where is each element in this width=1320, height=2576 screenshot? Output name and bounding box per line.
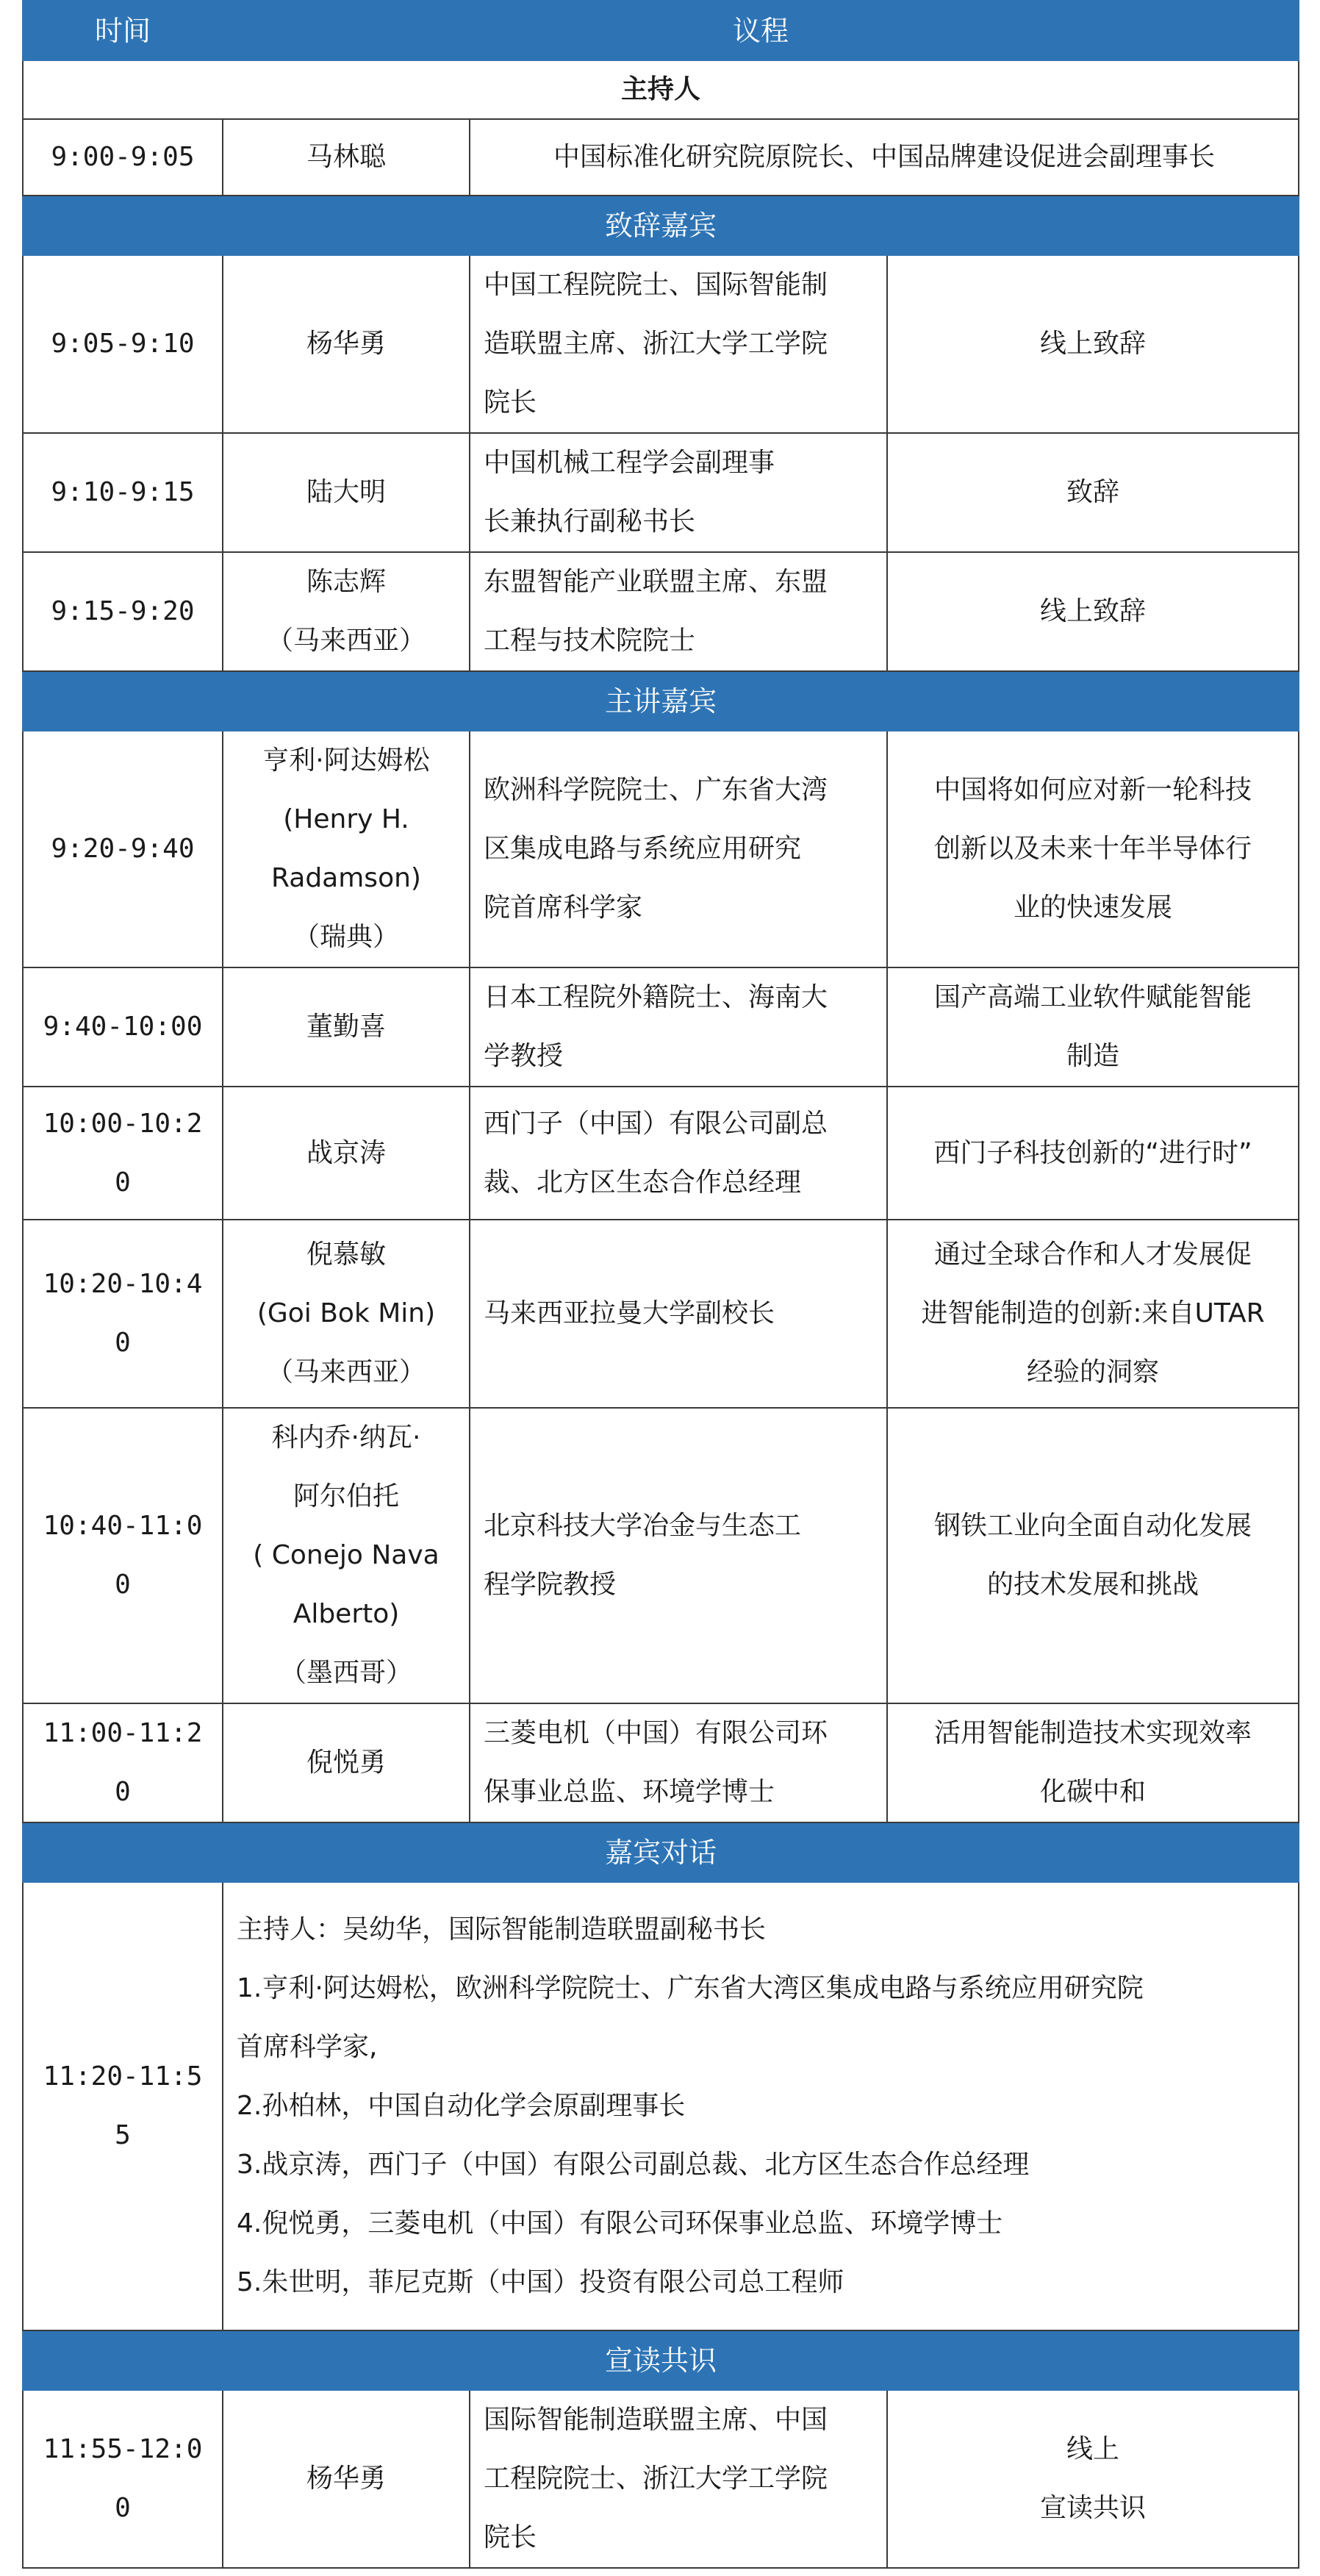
topic-line: 国产高端工业软件赋能智能 — [934, 982, 1252, 1012]
host-title-row — [23, 60, 1299, 119]
name-cell — [223, 1220, 470, 1408]
affiliation-line: 裁、北方区生态合作总经理 — [484, 1167, 802, 1198]
topic-line: 线上致辞 — [1040, 596, 1147, 626]
topic-line: 的技术发展和挑战 — [987, 1570, 1199, 1600]
name-line: 陆大明 — [306, 477, 386, 507]
topic-cell — [887, 1408, 1299, 1703]
table-header-row — [23, 1, 1299, 60]
name-line: 亨利·阿达姆松 — [262, 745, 430, 776]
name-cell — [223, 552, 470, 671]
dialogue-guest-line: 2.孙柏林，中国自动化学会原副理事长 — [237, 2091, 686, 2121]
affiliation-line: 院长 — [484, 2522, 537, 2552]
name-cell — [223, 731, 470, 967]
affiliation-cell — [470, 1220, 887, 1408]
name-line: 倪慕敏 — [306, 1239, 386, 1270]
time-cell: 9:20-9:40 — [23, 731, 223, 967]
topic-line: 西门子科技创新的“进行时” — [933, 1137, 1252, 1168]
name-line: 杨华勇 — [306, 2464, 386, 2494]
dialogue-cell — [223, 1882, 1299, 2330]
table-row — [23, 2390, 1299, 2568]
table-row — [23, 255, 1299, 433]
affiliation-line: 保事业总监、环境学博士 — [484, 1777, 775, 1807]
topic-cell — [887, 1087, 1299, 1220]
affiliation-cell — [470, 2390, 887, 2568]
affiliation-line: 三菱电机（中国）有限公司环 — [484, 1718, 828, 1748]
name-cell — [223, 433, 470, 552]
name-cell — [223, 967, 470, 1087]
table-row — [23, 1220, 1299, 1408]
time-cell: 10:20-10:40 — [23, 1220, 223, 1408]
table-row — [23, 119, 1299, 196]
time-cell: 9:15-9:20 — [23, 552, 223, 671]
table-row — [23, 1408, 1299, 1703]
table-row — [23, 731, 1299, 967]
affiliation-line: 学教授 — [484, 1041, 564, 1071]
affiliation-line: 程学院教授 — [484, 1570, 617, 1600]
name-line: （马来西亚） — [266, 1357, 426, 1387]
name-line: Alberto) — [293, 1599, 400, 1629]
table-row — [23, 1087, 1299, 1220]
topic-line: 创新以及未来十年半导体行 — [934, 834, 1252, 864]
topic-line: 业的快速发展 — [1014, 892, 1173, 923]
section-header-opening — [23, 196, 1299, 255]
affiliation-line: 中国工程院院士、国际智能制 — [484, 270, 828, 300]
affiliation-line: 东盟智能产业联盟主席、东盟 — [484, 567, 828, 597]
topic-line: 线上 — [1066, 2434, 1120, 2464]
time-cell: 9:05-9:10 — [23, 255, 223, 433]
dialogue-guest-line: 4.倪悦勇，三菱电机（中国）有限公司环保事业总监、环境学博士 — [237, 2208, 1003, 2239]
affiliation-cell — [470, 967, 887, 1087]
affiliation-line: 院长 — [484, 387, 537, 418]
affiliation-cell — [470, 1408, 887, 1703]
table-row — [23, 1882, 1299, 2330]
affiliation-cell — [470, 552, 887, 671]
topic-cell — [887, 967, 1299, 1087]
header-agenda: 议程 — [223, 1, 1299, 60]
section-header-keynote — [23, 671, 1299, 731]
section-title: 主讲嘉宾 — [23, 671, 1299, 731]
topic-line: 通过全球合作和人才发展促 — [934, 1239, 1252, 1270]
name-line: 陈志辉 — [306, 567, 386, 597]
name-line: （马来西亚） — [266, 626, 426, 656]
name-cell — [223, 1408, 470, 1703]
name-line: （墨西哥） — [279, 1658, 412, 1688]
time-cell: 9:40-10:00 — [23, 967, 223, 1087]
affiliation-cell — [470, 731, 887, 967]
description-cell: 中国标准化研究院原院长、中国品牌建设促进会副理事长 — [470, 119, 1299, 196]
section-header-consensus — [23, 2330, 1299, 2390]
time-cell: 11:20-11:55 — [23, 1882, 223, 2330]
name-cell — [223, 255, 470, 433]
time-cell: 9:10-9:15 — [23, 433, 223, 552]
name-line: 董勤喜 — [306, 1012, 386, 1042]
affiliation-line: 区集成电路与系统应用研究 — [484, 834, 802, 864]
topic-cell — [887, 552, 1299, 671]
topic-line: 进智能制造的创新:来自UTAR — [921, 1298, 1265, 1328]
affiliation-line: 中国机械工程学会副理事 — [484, 448, 775, 478]
affiliation-line: 工程院院士、浙江大学工学院 — [484, 2464, 828, 2494]
header-time: 时间 — [23, 1, 223, 60]
name-line: 战京涛 — [306, 1137, 386, 1168]
time-cell: 11:00-11:20 — [23, 1703, 223, 1822]
name-cell — [223, 2390, 470, 2568]
affiliation-cell — [470, 1703, 887, 1822]
section-title: 致辞嘉宾 — [23, 196, 1299, 255]
dialogue-guest-line: 5.朱世明，菲尼克斯（中国）投资有限公司总工程师 — [237, 2267, 844, 2297]
name-line: (Henry H. — [283, 804, 409, 834]
time-cell: 11:55-12:00 — [23, 2390, 223, 2568]
section-header-dialogue — [23, 1822, 1299, 1882]
topic-cell — [887, 731, 1299, 967]
section-title: 嘉宾对话 — [23, 1822, 1299, 1882]
topic-cell — [887, 1220, 1299, 1408]
time-cell: 10:40-11:00 — [23, 1408, 223, 1703]
host-title: 主持人 — [23, 60, 1299, 119]
table-row — [23, 552, 1299, 671]
topic-cell — [887, 433, 1299, 552]
section-title: 宣读共识 — [23, 2330, 1299, 2390]
table-row — [23, 433, 1299, 552]
table-row — [23, 1703, 1299, 1822]
affiliation-line: 长兼执行副秘书长 — [484, 507, 696, 537]
name-cell — [223, 1703, 470, 1822]
name-cell — [223, 1087, 470, 1220]
name-line: Radamson) — [271, 863, 421, 893]
affiliation-line: 马来西亚拉曼大学副校长 — [484, 1298, 775, 1328]
topic-line: 中国将如何应对新一轮科技 — [934, 775, 1252, 805]
affiliation-line: 院首席科学家 — [484, 892, 643, 923]
time-cell: 9:00-9:05 — [23, 119, 223, 196]
name-line: 倪悦勇 — [306, 1747, 386, 1778]
topic-line: 活用智能制造技术实现效率 — [934, 1718, 1252, 1748]
topic-line: 制造 — [1066, 1041, 1120, 1071]
affiliation-line: 欧洲科学院院士、广东省大湾 — [484, 775, 828, 805]
name-line: （瑞典） — [293, 922, 399, 952]
affiliation-line: 西门子（中国）有限公司副总 — [484, 1108, 828, 1139]
dialogue-guest-line: 1.亨利·阿达姆松，欧洲科学院院士、广东省大湾区集成电路与系统应用研究院 — [237, 1973, 1144, 2003]
dialogue-guest-line: 3.战京涛，西门子（中国）有限公司副总裁、北方区生态合作总经理 — [237, 2150, 1030, 2180]
time-cell: 10:00-10:20 — [23, 1087, 223, 1220]
name-line: 杨华勇 — [306, 329, 386, 359]
dialogue-host-line: 主持人：吴幼华，国际智能制造联盟副秘书长 — [237, 1914, 767, 1944]
affiliation-line: 造联盟主席、浙江大学工学院 — [484, 329, 828, 359]
affiliation-line: 国际智能制造联盟主席、中国 — [484, 2405, 828, 2435]
affiliation-cell — [470, 1087, 887, 1220]
name-line: ( Conejo Nava — [253, 1540, 440, 1570]
agenda-table — [22, 0, 1299, 2569]
topic-cell — [887, 1703, 1299, 1822]
affiliation-line: 日本工程院外籍院士、海南大 — [484, 982, 828, 1012]
table-row — [23, 967, 1299, 1087]
topic-line: 钢铁工业向全面自动化发展 — [934, 1511, 1252, 1541]
topic-line: 经验的洞察 — [1027, 1357, 1160, 1387]
topic-line: 宣读共识 — [1040, 2493, 1147, 2523]
topic-line: 化碳中和 — [1040, 1777, 1147, 1807]
topic-line: 线上致辞 — [1040, 329, 1147, 359]
topic-line: 致辞 — [1066, 477, 1120, 507]
affiliation-line: 北京科技大学冶金与生态工 — [484, 1511, 802, 1541]
name-cell: 马林聪 — [223, 119, 470, 196]
name-line: 科内乔·纳瓦· — [271, 1423, 421, 1453]
affiliation-cell — [470, 255, 887, 433]
affiliation-cell — [470, 433, 887, 552]
topic-cell — [887, 2390, 1299, 2568]
name-line: 阿尔伯托 — [293, 1481, 399, 1511]
dialogue-guest-line: 首席科学家, — [237, 2032, 378, 2062]
topic-cell — [887, 255, 1299, 433]
name-line: (Goi Bok Min) — [257, 1298, 436, 1328]
affiliation-line: 工程与技术院院士 — [484, 626, 696, 656]
